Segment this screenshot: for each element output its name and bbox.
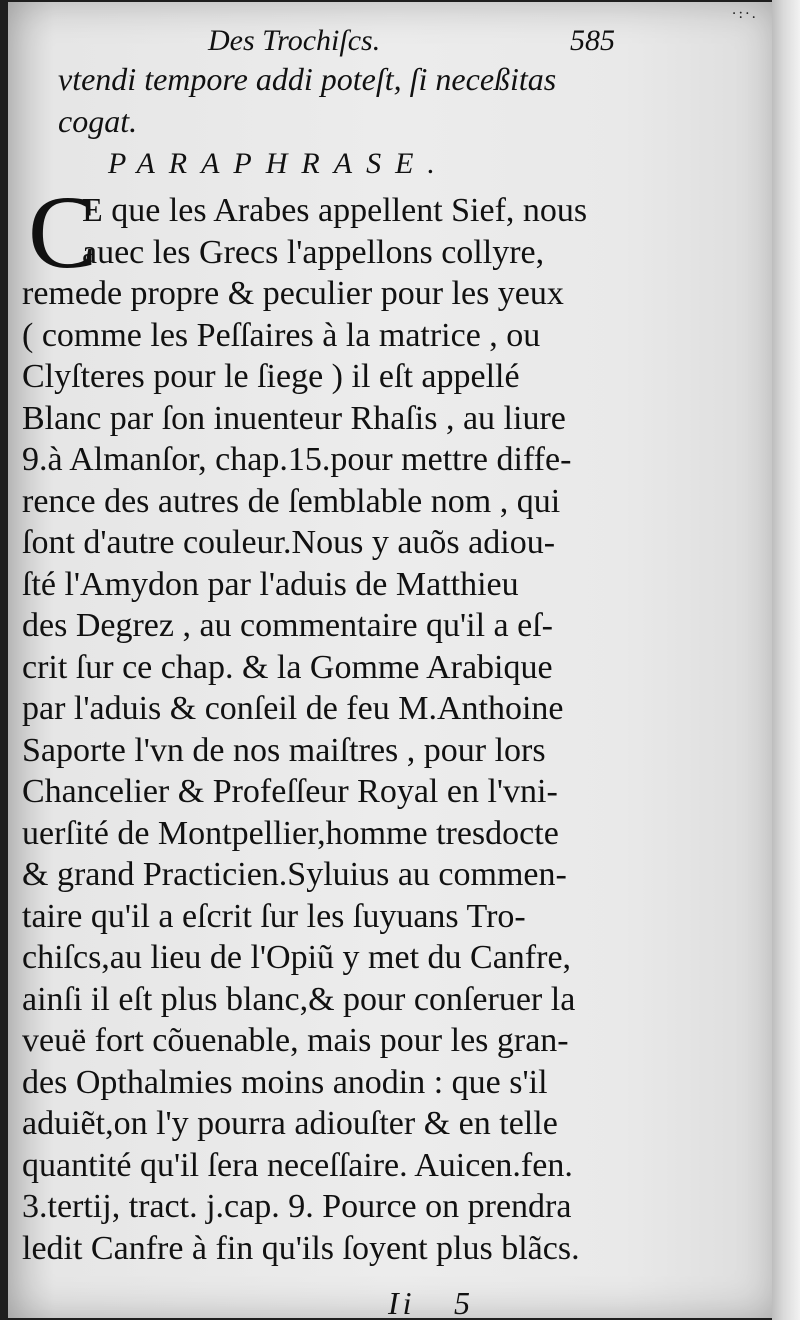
- paragraph-line: crit ſur ce chap. & la Gomme Arabique: [22, 648, 553, 686]
- paragraph-line: 3.tertij, tract. j.cap. 9. Pource on prendra: [22, 1188, 572, 1225]
- running-head: Des Trochiſcs.: [208, 24, 381, 57]
- book-page: [8, 2, 778, 1318]
- paragraph-line: taire qu'il a eſcrit ſur les ſuyuans Tro-: [22, 897, 526, 935]
- paragraph-line: Chancelier & Profeſſeur Royal en l'vni-: [22, 773, 558, 810]
- paragraph-line: des Opthalmies moins anodin : que s'il: [22, 1063, 548, 1101]
- paragraph-line: rence des autres de ſemblable nom , qui: [22, 482, 561, 520]
- paragraph-line: ( comme les Peſſaires à la matrice , ou: [22, 316, 541, 354]
- paragraph-line: quantité qu'il ſera neceſſaire. Auicen.fen.: [22, 1146, 573, 1184]
- paragraph-line: ainſi il eſt plus blanc,& pour conſeruer la: [22, 980, 576, 1018]
- paragraph-line: remede propre & peculier pour les yeux: [22, 275, 564, 312]
- signature-number: 5: [454, 1285, 470, 1320]
- signature-mark: Ii: [388, 1285, 416, 1320]
- paraphrase-paragraph: [22, 175, 634, 1269]
- page-header: [22, 2, 634, 58]
- page-text-block: [22, 2, 634, 1320]
- paragraph-line: Saporte l'vn de nos maiſtres , pour lors: [22, 731, 546, 769]
- paragraph-line: chiſcs,au lieu de l'Opiũ y met du Canfre,: [22, 939, 572, 976]
- paragraph-line: ſté l'Amydon par l'aduis de Matthieu: [22, 565, 519, 603]
- latin-line-2: cogat.: [58, 103, 138, 139]
- page-number: 585: [570, 24, 615, 57]
- paragraph-line: ſont d'autre couleur.Nous y auõs adiou-: [22, 524, 556, 561]
- paragraph-line: Clyſteres pour le ſiege ) il eſt appellé: [22, 358, 520, 395]
- paragraph-line: aduiẽt,on l'y pourra adiouſter & en telle: [22, 1105, 558, 1142]
- paragraph-line: & grand Practicien.Syluius au commen-: [22, 856, 567, 893]
- paragraph-line: par l'aduis & conſeil de feu M.Anthoine: [22, 690, 564, 727]
- paragraph-line: 9.à Almanſor, chap.15.pour mettre diffe-: [22, 441, 572, 478]
- paragraph-line: uerſité de Montpellier,homme tresdocte: [22, 814, 559, 852]
- paragraph-line: E que les Arabes appellent Sief, nous: [82, 192, 588, 229]
- drop-cap: C: [28, 175, 98, 290]
- page-footer: [22, 1285, 634, 1320]
- paragraph-line: ledit Canfre à fin qu'ils ſoyent plus blãcs.: [22, 1229, 580, 1267]
- paragraph-line: auec les Grecs l'appellons collyre,: [82, 233, 545, 271]
- page-edge: [772, 0, 800, 1320]
- paragraph-line: Blanc par ſon inuenteur Rhaſis , au liure: [22, 399, 566, 437]
- paragraph-line: veuë fort cõuenable, mais pour les gran-: [22, 1022, 569, 1059]
- corner-marks: ·:·.: [731, 6, 758, 22]
- section-title: PARAPHRASE.: [108, 147, 449, 180]
- paragraph-line: des Degrez , au commentaire qu'il a eſ-: [22, 607, 554, 644]
- latin-line-1: vtendi tempore addi poteſt, ſi neceßitas: [58, 61, 557, 97]
